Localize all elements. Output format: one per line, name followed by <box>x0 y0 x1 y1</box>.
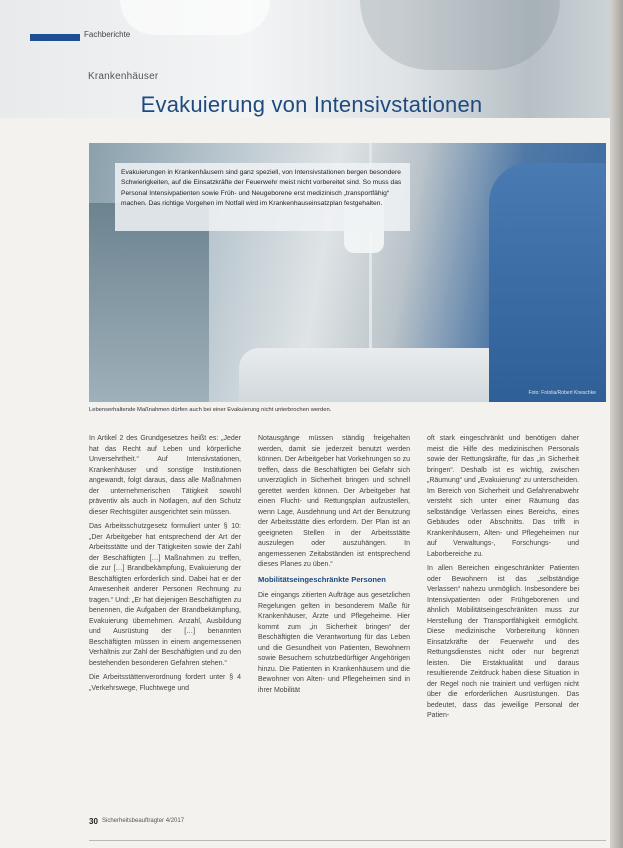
text-column-1 <box>89 434 241 698</box>
text-column-3 <box>427 434 579 726</box>
photo-nurse <box>489 163 606 402</box>
page-number: 30 <box>89 817 98 826</box>
paragraph: Das Arbeitsschutzgesetz formuliert unter § 10: „Der Arbeitgeber hat entsprechend der Art der Arbeitsstätte und der Tätigkeiten sowie der Zahl der Beschäftigten […] Maßnahmen zu treffen, die zur […] Brandbekämpfung, Evakuierung der Beschäftigten erforderlich sind. Dabei hat er der Anwesenheit anderer Personen Rechnung zu tragen.“ Und: „Er hat diejenigen Beschäftigten zu benennen, die Aufgaben der Brandbekämpfung, Evakuierung übernehmen. Anzahl, Ausbildung und Ausrüstung der […] benannten Beschäftigten müssen in einem angemessenen Verhältnis zur Zahl der Beschäftigten und zu den bestehenden besonderen Gefahren stehen.“ <box>89 523 241 667</box>
subheading: Mobilitätseingeschränkte Personen <box>258 574 386 584</box>
page-edge-shadow <box>610 0 623 848</box>
paragraph: In allen Bereichen eingeschränkter Patienten oder Bewohnern ist das „selbständige Verlassen“ nahezu unmöglich. Insbesondere bei Intensivpatienten oder Frühgeborenen und ähnlich Mobilitätseingeschränkten muss zur Herstellung der Transportfähigkeit ermöglicht. Diese medizinische Vorbereitung können Einsatzkräfte der Feuerwehr und des Rettungsdienstes nicht oder nur begrenzt leisten. Die Erstaktualität und daraus resultierende Zeitdruck haben diese Situation in der Regel noch nie trainiert und verfügen nicht über die erforderlichen Ausrüstungen. Das bedeutet, dass das jeweilige Personal der Patien- <box>427 565 579 719</box>
paragraph: oft stark eingeschränkt und benötigen daher meist die Hilfe des medizinischen Personals sowie der Rettungskräfte, für das „in Sicherheit bringen“. Deshalb ist es wichtig, zwischen „Räumung“ und „Evakuierung“ zu unterscheiden. Im Bereich von Sicherheit und Gefahrenabwehr versteht sich unter einer Räumung das selbständige Verlassen eines Bereichs, eines Gebäudes oder Abschnitts. Das trifft in Krankenhäusern, Alten- und Pflegeheimen nur auf Verwaltungs-, Forschungs- und Laborbereiche zu. <box>427 435 579 558</box>
paragraph: In Artikel 2 des Grundgesetzes heißt es: „Jeder hat das Recht auf Leben und körperliche Unversehrtheit.“ Auf Intensivstationen, Krankenhäuser und sonstige Institutionen angewandt, folgt daraus, dass alle Maßnahmen der unternehmerischen Tätigkeit sowohl präventiv als auch in Notlagen, auf den Schutz dieser Rechtsgüter ausgerichtet sein müssen. <box>89 435 241 516</box>
footer-rule <box>89 840 606 841</box>
paragraph: Notausgänge müssen ständig freigehalten werden, damit sie jederzeit benutzt werden können. Der Arbeitgeber hat Vorkehrungen so zu treffen, dass die Beschäftigten bei Gefahr sich unverzüglich in Sicherheit bringen und schnell gerettet werden können. Der Arbeitgeber hat einen Flucht- und Rettungsplan aufzustellen, wenn Lage, Ausdehnung und Art der Benutzung der Arbeitsstätte dies erfordern. Der Plan ist an geeigneten Stellen in der Arbeitsstätte auszulegen oder auszuhängen. In angemessenen Zeitabständen ist entsprechend dieses Planes zu üben.“ <box>258 435 410 568</box>
publication-name: Sicherheitsbeauftragter 4/2017 <box>102 818 185 824</box>
header-photo-tube <box>120 0 270 35</box>
photo-caption: Lebenserhaltende Maßnahmen dürfen auch bei einer Evakuierung nicht unterbrochen werden. <box>89 407 332 413</box>
article-kicker: Krankenhäuser <box>88 71 159 82</box>
section-bar <box>30 34 80 41</box>
intro-text: Evakuierungen in Krankenhäusern sind ganz speziell, von Intensivstationen bergen besondere Schwierigkeiten, auf die Einsatzkräfte der Feuerwehr meist nicht vorbereitet sind. So muss das Personal Intensivpatienten sowie Früh- und Neugeborene erst medizinisch „transportfähig“ machen. Das richtige Vorgehen im Notfall wird im Krankenhauseinsatzplan festgehalten. <box>121 169 402 207</box>
paragraph: Die eingangs zitierten Aufträge aus gesetzlichen Regelungen gelten in besonderem Maße für Krankenhäuser, Ärzte und Pflegeheime. Hier kommt zum „in Sicherheit bringen“ der Beschäftigten die Verantwortung für das Leben und die Gesundheit von Patienten, Bewohnern sowie Besuchern schutzbedürftiger Angehörigen hinzu. Die Patienten in Krankenhäusern und die Bewohner von Alten- und Pflegeheimen sind in ihrer Mobilität <box>258 592 410 694</box>
text-column-2 <box>258 434 410 700</box>
photo-monitor <box>89 203 209 402</box>
intro-box <box>115 163 410 231</box>
paragraph: Die Arbeitsstättenverordnung fordert unter § 4 „Verkehrswege, Fluchtwege und <box>89 674 241 692</box>
photo-credit: Foto: Fotolia/Robert Kneschke <box>528 390 596 396</box>
article-title: Evakuierung von Intensivstationen <box>140 92 483 117</box>
section-label: Fachberichte <box>84 30 131 39</box>
header-photo-hand <box>360 0 560 70</box>
